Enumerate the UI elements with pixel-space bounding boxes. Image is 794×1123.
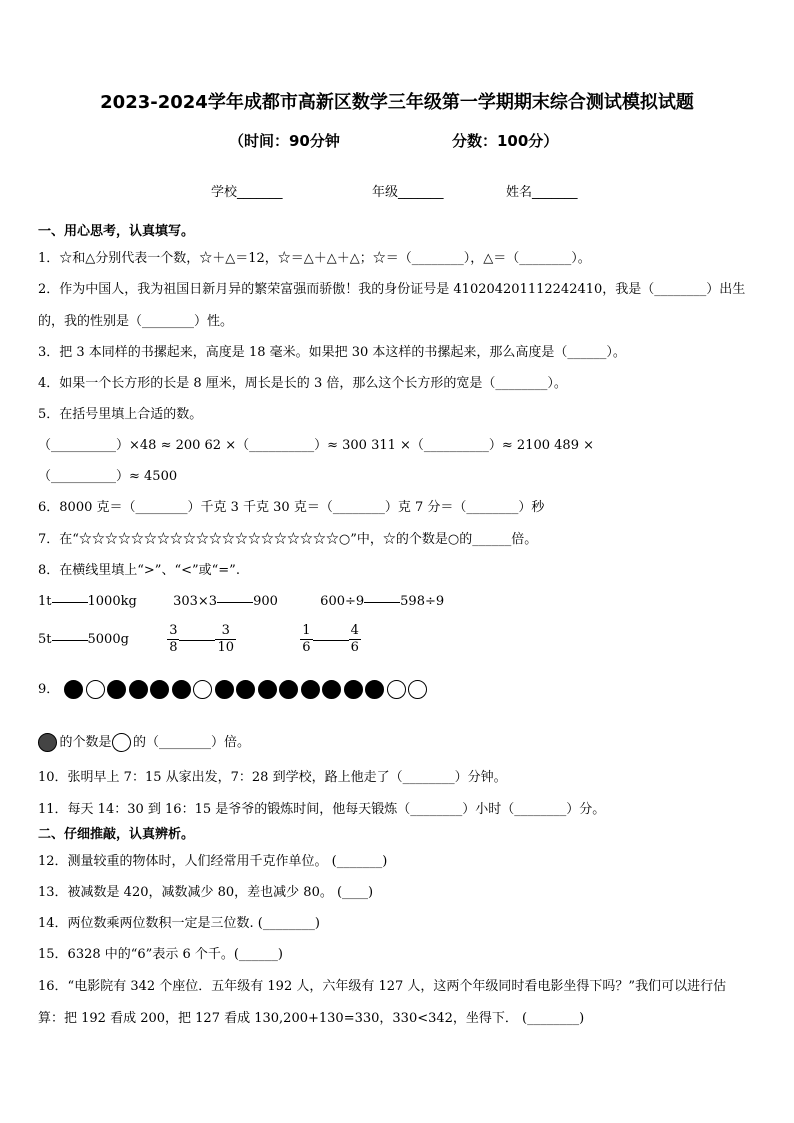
gray-circle-icon xyxy=(38,733,57,752)
q8-left-3: 600÷9 xyxy=(320,594,365,609)
black-circle-icon xyxy=(365,680,384,699)
question-15: 15．6328 中的“6”表示 6 个千。(______) xyxy=(38,947,284,962)
name-field: 姓名_______ xyxy=(506,185,578,200)
question-7: 7．在“☆☆☆☆☆☆☆☆☆☆☆☆☆☆☆☆☆☆☆☆○”中，☆的个数是○的______倍。 xyxy=(38,532,538,547)
answer-blank[interactable] xyxy=(52,601,88,603)
question-5: 5．在括号里填上合适的数。 xyxy=(38,407,203,422)
white-circle-icon xyxy=(193,680,212,699)
question-11: 11．每天 14：30 到 16：15 是爷爷的锻炼时间，他每天锻炼（________）小时（________）分。 xyxy=(38,802,606,817)
question-10: 10．张明早上 7：15 从家出发，7：28 到学校，路上他走了（________）分钟。 xyxy=(38,770,507,785)
fraction: $\frac{3}{10}$ xyxy=(217,623,235,655)
q8-left-4: 5t xyxy=(38,632,52,647)
black-circle-icon xyxy=(107,680,126,699)
black-circle-icon xyxy=(322,680,341,699)
grade-field: 年级_______ xyxy=(372,185,444,200)
black-circle-icon xyxy=(150,680,169,699)
circle-row xyxy=(64,679,430,701)
q8-right-2: 900 xyxy=(253,594,278,609)
question-2-line-1: 2．作为中国人，我为祖国日新月异的繁荣富强而骄傲！我的身份证号是 410204201112242410，我是（________）出生 xyxy=(38,282,746,297)
question-9-text: 的个数是 的（________）倍。 xyxy=(38,733,250,752)
black-circle-icon xyxy=(236,680,255,699)
question-8-row-1 xyxy=(38,594,444,610)
exam-title: 2023-2024学年成都市高新区数学三年级第一学期期末综合测试模拟试题 xyxy=(100,92,694,113)
school-field: 学校_______ xyxy=(211,185,283,200)
q8-left-1: 1t xyxy=(38,594,52,609)
black-circle-icon xyxy=(64,680,83,699)
fraction: $\frac{1}{6}$ xyxy=(302,623,311,655)
black-circle-icon xyxy=(215,680,234,699)
question-13: 13．被减数是 420，减数减少 80，差也减少 80。 (____) xyxy=(38,885,374,900)
white-circle-icon xyxy=(112,733,131,752)
question-4: 4．如果一个长方形的长是 8 厘米，周长是长的 3 倍，那么这个长方形的宽是（________）。 xyxy=(38,376,567,391)
fraction: $\frac{4}{6}$ xyxy=(350,623,359,655)
white-circle-icon xyxy=(408,680,427,699)
question-12: 12．测量较重的物体时，人们经常用千克作单位。 (_______) xyxy=(38,854,388,869)
fraction: $\frac{3}{8}$ xyxy=(169,623,178,655)
question-5-row-1: （__________）×48 ≈ 200 62 ×（__________）≈ 300 311 ×（__________）≈ 2100 489 × xyxy=(38,438,594,453)
exam-time: （时间：90分钟 xyxy=(229,132,340,150)
section-1-heading: 一、用心思考，认真填写。 xyxy=(38,224,195,239)
question-14: 14．两位数乘两位数积一定是三位数. (________) xyxy=(38,916,320,931)
answer-blank[interactable] xyxy=(364,601,400,603)
question-8: 8．在横线里填上“>”、“<”或“=”. xyxy=(38,563,240,578)
answer-blank[interactable] xyxy=(52,639,88,641)
white-circle-icon xyxy=(86,680,105,699)
black-circle-icon xyxy=(344,680,363,699)
black-circle-icon xyxy=(279,680,298,699)
white-circle-icon xyxy=(387,680,406,699)
q8-right-4: 5000g xyxy=(87,632,129,647)
black-circle-icon xyxy=(129,680,148,699)
question-2-line-2: 的，我的性别是（________）性。 xyxy=(38,314,234,329)
question-9-number: 9． xyxy=(38,682,60,697)
answer-blank[interactable] xyxy=(217,601,253,603)
question-3: 3．把 3 本同样的书摞起来，高度是 18 毫米。如果把 30 本这样的书摞起来，那么高度是（______）。 xyxy=(38,345,626,360)
answer-blank[interactable] xyxy=(179,639,215,641)
q8-right-1: 1000kg xyxy=(87,594,137,609)
black-circle-icon xyxy=(172,680,191,699)
question-16-line-1: 16．“电影院有 342 个座位．五年级有 192 人，六年级有 127 人，这两个年级同时看电影坐得下吗？”我们可以进行估 xyxy=(38,979,727,994)
section-2-heading: 二、仔细推敲，认真辨析。 xyxy=(38,827,195,842)
q8-left-2: 303×3 xyxy=(173,594,218,609)
question-1: 1．☆和△分别代表一个数，☆＋△＝12，☆＝△＋△＋△；☆＝（________），△＝（________）。 xyxy=(38,251,591,266)
black-circle-icon xyxy=(258,680,277,699)
black-circle-icon xyxy=(301,680,320,699)
question-8-row-2 xyxy=(38,620,361,660)
exam-score: 分数：100分） xyxy=(452,132,559,150)
question-6: 6．8000 克＝（________）千克 3 千克 30 克＝（________）克 7 分＝（________）秒 xyxy=(38,500,545,515)
answer-blank[interactable] xyxy=(313,639,349,641)
q8-right-3: 598÷9 xyxy=(400,594,445,609)
question-16-line-2: 算：把 192 看成 200，把 127 看成 130,200+130=330，330<342，坐得下． (________) xyxy=(38,1011,585,1026)
question-5-row-2: （__________）≈ 4500 xyxy=(38,469,178,484)
